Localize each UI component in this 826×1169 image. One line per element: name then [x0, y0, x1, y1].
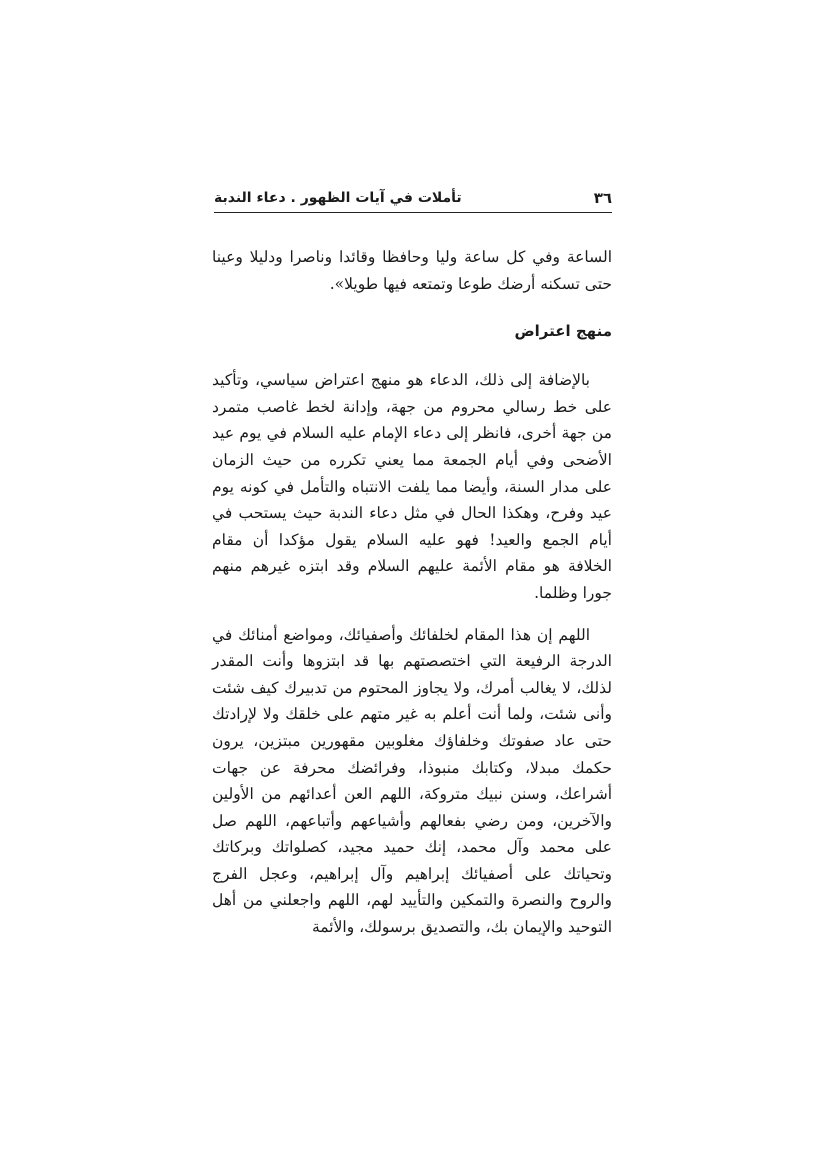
running-title: تأملات في آيات الظهور . دعاء الندبة — [214, 190, 462, 206]
running-header — [214, 186, 612, 212]
page-number: ٣٦ — [593, 189, 612, 207]
body-paragraph: بالإضافة إلى ذلك، الدعاء هو منهج اعتراض سياسي، وتأكيد على خط رسالي محروم من جهة، وإدانة لخط غاصب متمرد من جهة أخرى، فانظر إلى دعاء الإمام عليه السلام في يوم عيد الأضحى وفي أيام الجمعة مما يعني تكرره من حيث الزمان على مدار السنة، وأيضا مما يلفت الانتباه والتأمل في كونه يوم عيد وفرح، وهكذا الحال في مثل دعاء الندبة حيث يستحب في أيام الجمع والعيد! فهو عليه السلام يقول مؤكدا أن مقام الخلافة هو مقام الأئمة عليهم السلام وقد ابتزه غيرهم منهم جورا وظلما. — [212, 371, 612, 602]
section-heading: منهج اعتراض — [514, 322, 612, 341]
opening-paragraph: الساعة وفي كل ساعة وليا وحافظا وقائدا وناصرا ودليلا وعينا حتى تسكنه أرضك طوعا وتمتعه فيها طويلا». — [212, 248, 612, 293]
header-divider — [214, 212, 612, 213]
quoted-supplication: اللهم إن هذا المقام لخلفائك وأصفيائك، ومواضع أمنائك في الدرجة الرفيعة التي اختصصتهم بها قد ابتزوها وأنت المقدر لذلك، لا يغالب أمرك، ولا يجاوز المحتوم من تدبيرك كيف شئت وأنى شئت، ولما أنت أعلم به غير متهم على خلقك ولا لإرادتك حتى عاد صفوتك وخلفاؤك مغلوبين مقهورين مبتزين، يرون حكمك مبدلا، وكتابك منبوذا، وفرائضك محرفة عن جهات أشراعك، وسنن نبيك متروكة، اللهم العن أعدائهم من الأولين والآخرين، ومن رضي بفعالهم وأشياعهم وأتباعهم، اللهم صل على محمد وآل محمد، إنك حميد مجيد، كصلواتك وبركاتك وتحياتك على أصفيائك إبراهيم وآل إبراهيم، وعجل الفرج والروح والنصرة والتمكين والتأييد لهم، اللهم واجعلني من أهل التوحيد والإيمان بك، والتصديق برسولك، والأئمة — [212, 625, 612, 937]
page-body — [212, 244, 612, 941]
